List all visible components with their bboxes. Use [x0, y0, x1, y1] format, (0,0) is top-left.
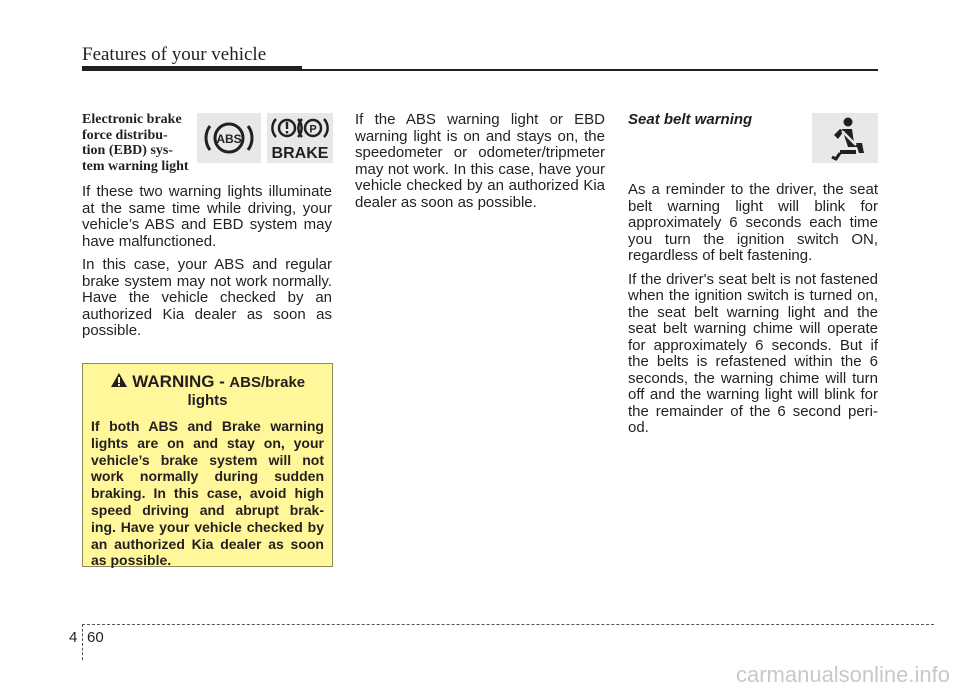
seatbelt-heading: Seat belt warning — [628, 111, 753, 128]
watermark: carmanualsonline.info — [735, 662, 950, 687]
svg-text:P: P — [309, 123, 317, 136]
warning-title-a: ABS/brake — [229, 374, 306, 391]
warning-title-b: lights — [187, 392, 228, 409]
seatbelt-paragraph-2: If the driver's seat belt is not fastened when the ignition switch is turned on, the seat belt warning light and the seat belt warning chime will operate for approximately 6 seconds. But if the belts is refastened within the 6 seconds, the warning chime will turn off and the warning light will blink for the remainder of the 6 second peri- od. — [628, 270, 878, 436]
abs-icon-label: ABS — [216, 132, 242, 146]
warning-label: WARNING - — [132, 372, 225, 391]
column-abs-note — [355, 112, 605, 218]
seatbelt-paragraph-1: As a reminder to the driver, the seat belt warning light will blink for approximately 6 seconds each time you turn the ignition switch ON, regardless of belt fastening. — [628, 181, 878, 264]
header-rule-accent — [82, 66, 302, 71]
page-number: 60 — [87, 629, 104, 646]
warning-triangle-icon — [110, 372, 128, 388]
ebd-paragraph-1: If these two warning lights illuminate at the same time while driving, your vehicle’s ABS and EBD system may have malfunctioned. — [82, 183, 332, 250]
brake-icon-label: BRAKE — [271, 145, 329, 162]
ebd-heading: Electronic brake force distribu- tion (EBD) sys- tem warning light — [82, 112, 189, 174]
section-number: 4 — [69, 629, 78, 646]
page-header-title: Features of your vehicle — [82, 44, 267, 65]
warning-body: If both ABS and Brake warning lights are on and stay on, your vehicle’s brake system will not work normally during sudden braking. In this case, avoid high speed driving and abrupt brak- ing. Have your vehicle checked by an authorized Kia dealer as soon as possible. — [91, 418, 324, 569]
column-seatbelt — [628, 112, 878, 444]
footer-rule — [82, 624, 934, 625]
warning-box — [82, 363, 333, 567]
footer-divider — [82, 624, 83, 660]
column-ebd — [82, 112, 332, 347]
warning-heading — [91, 372, 324, 410]
abs-note-paragraph: If the ABS warning light or EBD warning light is on and stays on, the speedometer or odometer/tripmeter may not work. In this case, have your vehicle checked by an authorized Kia dealer as soon as possible. — [355, 111, 605, 211]
ebd-paragraph-2: In this case, your ABS and regular brake system may not work normally. Have the vehicle checked by an authorized Kia dealer as soon as possible. — [82, 256, 332, 339]
